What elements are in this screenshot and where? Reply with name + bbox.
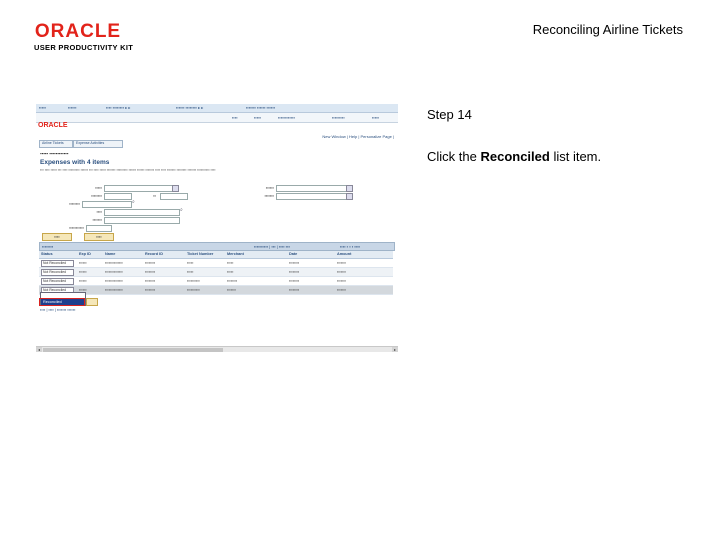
logo-oracle-wordmark: ORACLE <box>34 21 122 42</box>
screenshot-heading: Expenses with 4 items <box>40 159 110 166</box>
search-button[interactable]: ▪▪▪▪ <box>42 233 72 241</box>
column-header[interactable]: Date <box>289 252 298 256</box>
step-instruction <box>427 149 601 164</box>
filter-field[interactable] <box>104 217 180 224</box>
filter-label: ▪▪▪▪▪▪ <box>265 186 274 190</box>
filter-label: ▪▪▪▪▪ <box>95 186 102 190</box>
horizontal-scrollbar[interactable] <box>36 346 398 352</box>
tab-expense-activities[interactable]: Expense Activities <box>73 140 123 148</box>
slide-title: Reconciling Airline Tickets <box>532 22 683 37</box>
filter-field[interactable] <box>104 185 176 192</box>
scroll-thumb[interactable] <box>43 348 223 352</box>
instruction-suffix: list item. <box>549 149 602 164</box>
filter-field[interactable] <box>160 193 188 200</box>
lookup-icon[interactable]: ⌕ <box>180 207 183 213</box>
filter-dropdown[interactable] <box>346 185 353 192</box>
filter-label: ▪▪▪▪ <box>96 210 102 214</box>
filter-dropdown[interactable] <box>172 185 179 192</box>
filter-label: ▪▪▪▪▪▪▪ <box>92 218 102 222</box>
filter-field[interactable] <box>276 193 350 200</box>
filter-label: ▪▪▪▪▪▪▪▪ <box>91 194 102 198</box>
filter-field[interactable] <box>104 209 180 216</box>
instruction-prefix: Click the <box>427 149 481 164</box>
status-select[interactable]: Not Reconciled <box>41 269 74 276</box>
status-select[interactable]: Not Reconciled <box>41 260 74 267</box>
filter-label: ▪▪▪▪▪▪▪▪▪▪▪ <box>69 226 84 230</box>
filter-label: ▪▪▪▪▪▪▪ <box>264 194 274 198</box>
scroll-right-arrow-icon[interactable]: ▸ <box>393 347 396 352</box>
table-row: Not Reconciled ▪▪▪▪▪▪ ▪▪▪▪▪▪▪▪▪▪▪▪▪▪ ▪▪▪▪▪▪▪▪ ▪▪▪▪▪ ▪▪▪▪▪ ▪▪▪▪▪▪▪▪ ▪▪▪▪▪▪▪ <box>39 268 393 277</box>
screenshot-bottom-links[interactable]: ▪▪▪▪ | ▪▪▪▪ | ▪▪▪▪▪▪▪ ▪▪▪▪▪▪ <box>40 308 76 312</box>
grid-header-bar: ▪▪▪▪▪▪▪▪ ▪▪▪▪▪▪▪▪▪▪ | ▪▪▪ | ▪▪▪▪ ▪▪▪ ▪▪▪▪ ▪ ▪ ▪ ▪▪▪▪ <box>39 242 395 251</box>
screenshot-description: ▪▪▪ ▪▪▪▪ ▪▪▪▪▪ ▪▪▪ ▪▪▪▪ ▪▪▪▪▪▪▪▪▪ ▪▪▪▪▪▪ ▪▪▪ ▪▪▪▪ ▪▪▪▪▪ ▪▪▪▪▪▪▪ ▪▪▪▪▪▪▪▪▪ ▪▪▪▪▪▪ ▪▪▪▪▪▪ ▪▪▪▪▪▪▪ ▪▪▪▪ ▪▪▪▪ ▪▪▪▪▪▪▪ ▪▪▪▪▪▪▪▪ ▪▪▪▪▪▪▪ ▪▪▪▪▪▪▪▪▪▪ ▪▪▪▪ <box>40 168 216 172</box>
screenshot-oracle-logo: ORACLE <box>38 122 68 129</box>
scroll-left-arrow-icon[interactable]: ◂ <box>37 347 40 352</box>
screenshot-breadcrumb: ▪▪▪▪▪ ▪▪▪▪▪▪▪▪▪▪▪▪ <box>40 151 69 156</box>
highlight-box <box>39 298 85 306</box>
grid-action-button[interactable] <box>86 298 98 306</box>
logo-subtext: USER PRODUCTIVITY KIT <box>34 43 134 52</box>
screenshot-nav-bar: ▪▪▪▪ ▪▪▪▪▪ ▪▪▪▪▪▪▪▪▪▪▪▪ ▪▪▪▪▪▪▪▪▪ ▪▪▪▪▪ <box>36 113 398 123</box>
column-header[interactable]: Merchant <box>227 252 244 256</box>
clear-button[interactable]: ▪▪▪▪ <box>84 233 114 241</box>
column-header[interactable]: Name <box>105 252 116 256</box>
grid-column-headers <box>39 251 393 259</box>
column-header[interactable]: Amount <box>337 252 352 256</box>
filter-label: ▪▪▪▪▪▪▪▪ <box>69 202 80 206</box>
column-header[interactable]: Record ID <box>145 252 163 256</box>
filter-label: ▪▪ <box>153 194 156 198</box>
screenshot-page-links[interactable]: New Window | Help | Personalize Page | <box>322 134 394 139</box>
tab-airline-tickets[interactable]: Airline Tickets <box>39 140 73 148</box>
table-row-selected: Not Reconciled ▪▪▪▪▪▪ ▪▪▪▪▪▪▪▪▪▪▪▪▪▪ ▪▪▪▪▪▪▪▪ ▪▪▪▪▪▪▪▪▪▪ ▪▪▪▪▪▪▪ ▪▪▪▪▪▪▪▪ ▪▪▪▪▪▪▪ <box>39 286 393 295</box>
instruction-target: Reconciled <box>480 149 550 164</box>
column-header[interactable]: Ticket Number <box>187 252 214 256</box>
status-select[interactable]: Not Reconciled <box>41 278 74 285</box>
application-screenshot <box>36 104 398 352</box>
dropdown-option-reconciled[interactable]: Reconciled <box>41 299 85 305</box>
filter-dropdown[interactable] <box>346 193 353 200</box>
oracle-upk-logo <box>34 22 164 52</box>
status-select-open[interactable]: Not Reconciled <box>41 287 74 294</box>
filter-field[interactable] <box>86 225 112 232</box>
column-header[interactable]: Exp ID <box>79 252 91 256</box>
step-number: Step 14 <box>427 107 472 122</box>
lookup-icon[interactable]: ⌕ <box>132 199 135 205</box>
filter-field[interactable] <box>82 201 132 208</box>
table-row: Not Reconciled ▪▪▪▪▪▪ ▪▪▪▪▪▪▪▪▪▪▪▪▪▪ ▪▪▪▪▪▪▪▪ ▪▪▪▪▪▪▪▪▪▪ ▪▪▪▪▪▪▪▪ ▪▪▪▪▪▪▪▪ ▪▪▪▪▪▪▪ <box>39 277 393 286</box>
filter-field[interactable] <box>276 185 350 192</box>
column-header[interactable]: Status <box>41 252 53 256</box>
screenshot-top-menu: ▪▪▪▪▪ ▪▪▪▪▪▪ ▪▪▪▪ ▪▪▪▪▪▪▪▪ ▸ ▸ ▪▪▪▪▪▪ ▪▪▪▪▪▪▪▪ ▸ ▸ ▪▪▪▪▪▪▪ ▪▪▪▪▪▪ ▪▪▪▪▪▪ <box>36 104 398 113</box>
table-row: Not Reconciled ▪▪▪▪▪▪ ▪▪▪▪▪▪▪▪▪▪▪▪▪▪ ▪▪▪▪▪▪▪▪ ▪▪▪▪▪ ▪▪▪▪▪ ▪▪▪▪▪▪▪▪ ▪▪▪▪▪▪▪ <box>39 259 393 268</box>
